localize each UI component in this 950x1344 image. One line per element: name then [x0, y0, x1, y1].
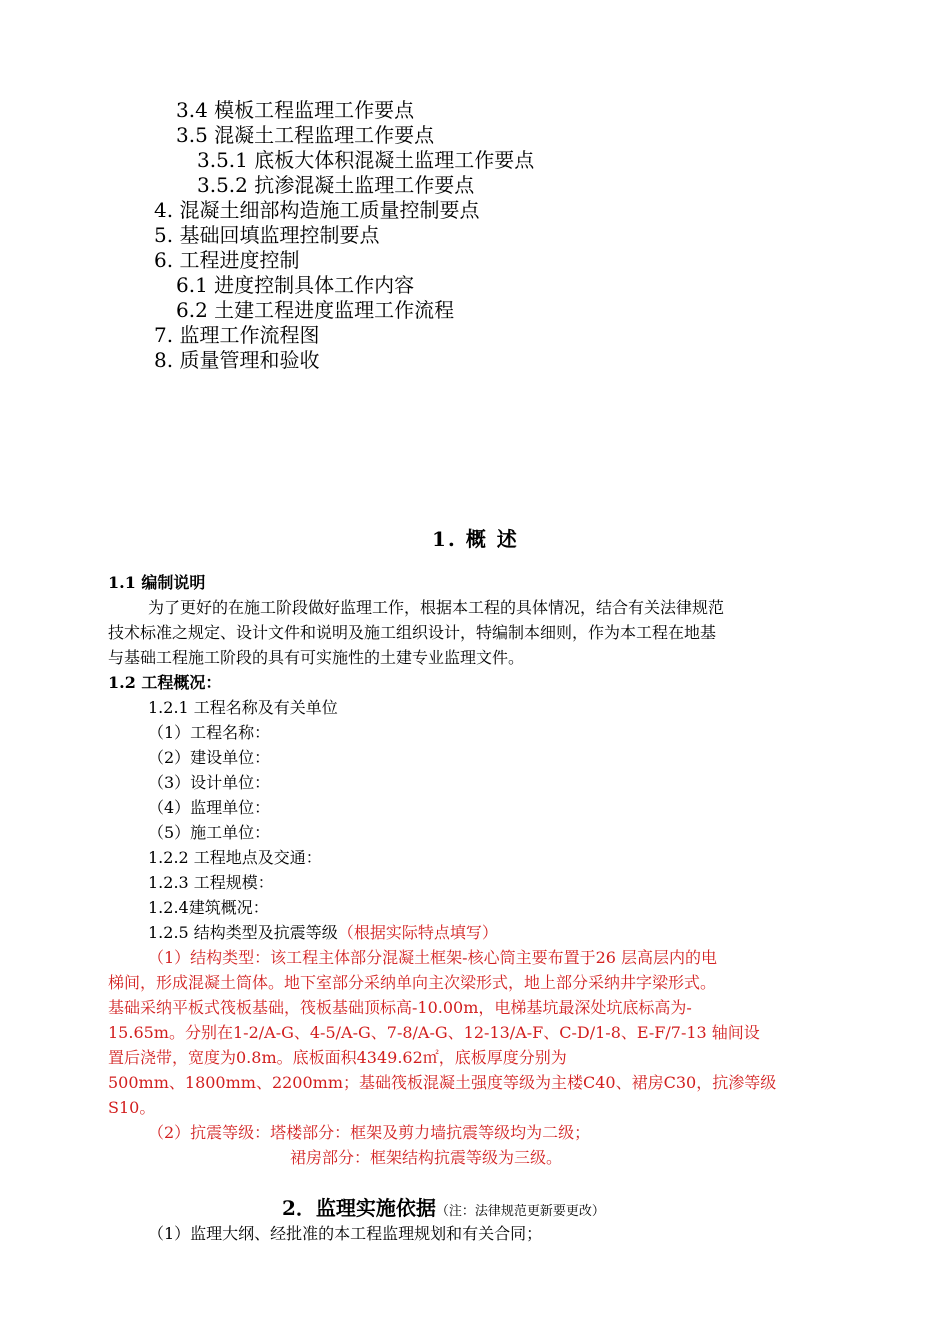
paragraph-line: 为了更好的在施工阶段做好监理工作，根据本工程的具体情况，结合有关法律规范	[148, 598, 725, 617]
seismic-line: （2）抗震等级：塔楼部分：框架及剪力墙抗震等级均为二级；	[148, 1123, 591, 1142]
toc-item: 3.4 模板工程监理工作要点	[176, 98, 415, 122]
structure-line: 15.65m。分别在1-2/A-G、4-5/A-G、7-8/A-G、12-13/A-F、C-D/1-8、E-F/7-13 轴间设	[108, 1023, 760, 1042]
unit-line: （2）建设单位：	[148, 748, 271, 767]
section-2-note: （注：法律规范更新要更改）	[435, 1204, 605, 1219]
structure-line: 基础采纳平板式筏板基础，筏板基础顶标高-10.00m，电梯基坑最深处坑底标高为-	[108, 998, 692, 1017]
subsection-1-1-title: 1.1 编制说明	[108, 573, 206, 592]
toc-item: 7. 监理工作流程图	[154, 323, 320, 347]
item-1-2-5-note: （根据实际特点填写）	[337, 923, 498, 942]
section-2-title-text: 2．监理实施依据	[282, 1196, 436, 1220]
section-1-title: 1. 概 述	[432, 527, 519, 551]
item-1-2-1: 1.2.1 工程名称及有关单位	[148, 698, 338, 717]
toc-item: 3.5.2 抗渗混凝土监理工作要点	[197, 173, 475, 197]
structure-line: （1）结构类型：该工程主体部分混凝土框架-核心筒主要布置于26 层高层内的电	[148, 948, 718, 967]
structure-line: 置后浇带，宽度为0.8m。底板面积4349.62㎡，底板厚度分别为	[108, 1048, 567, 1067]
toc-item: 3.5.1 底板大体积混凝土监理工作要点	[197, 148, 535, 172]
item-1-2-3: 1.2.3 工程规模：	[148, 873, 274, 892]
basis-item: （1）监理大纲、经批准的本工程监理规划和有关合同；	[148, 1224, 543, 1243]
unit-line: （4）监理单位：	[148, 798, 271, 817]
toc-item: 6.1 进度控制具体工作内容	[176, 273, 415, 297]
item-1-2-5	[148, 920, 498, 945]
unit-line: （5）施工单位：	[148, 823, 271, 842]
toc-item: 6.2 土建工程进度监理工作流程	[176, 298, 455, 322]
item-1-2-2: 1.2.2 工程地点及交通：	[148, 848, 322, 867]
structure-line: 500mm、1800mm、2200mm；基础筏板混凝土强度等级为主楼C40、裙房C30，抗渗等级	[108, 1073, 777, 1092]
subsection-1-2-title: 1.2 工程概况：	[108, 673, 222, 692]
structure-line: 梯间，形成混凝土筒体。地下室部分采纳单向主次梁形式，地上部分采纳井字梁形式。	[108, 973, 717, 992]
structure-line: S10。	[108, 1098, 156, 1117]
toc-item: 6. 工程进度控制	[154, 248, 300, 272]
item-1-2-4: 1.2.4建筑概况：	[148, 898, 269, 917]
toc-item: 8. 质量管理和验收	[154, 348, 320, 372]
paragraph-line: 与基础工程施工阶段的具有可实施性的土建专业监理文件。	[108, 648, 525, 667]
unit-line: （1）工程名称：	[148, 723, 271, 742]
unit-line: （3）设计单位：	[148, 773, 271, 792]
seismic-line: 裙房部分：框架结构抗震等级为三级。	[290, 1148, 563, 1167]
toc-item: 5. 基础回填监理控制要点	[154, 223, 380, 247]
section-2-title	[282, 1192, 605, 1221]
toc-item: 3.5 混凝土工程监理工作要点	[176, 123, 435, 147]
paragraph-line: 技术标准之规定、设计文件和说明及施工组织设计，特编制本细则，作为本工程在地基	[108, 623, 717, 642]
toc-item: 4. 混凝土细部构造施工质量控制要点	[154, 198, 480, 222]
item-1-2-5-title: 1.2.5 结构类型及抗震等级	[148, 923, 338, 942]
